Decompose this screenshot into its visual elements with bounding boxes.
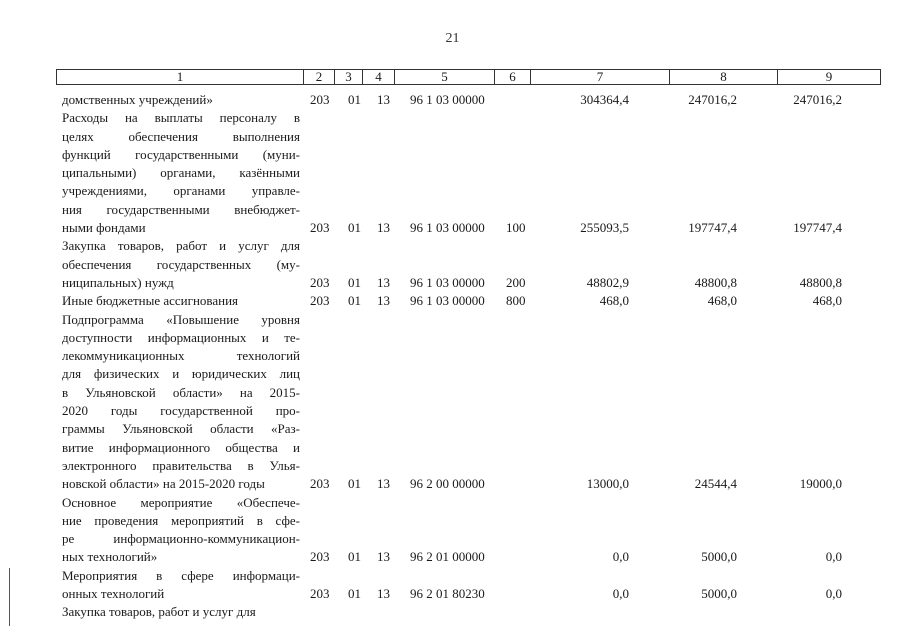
cell-col-4: 13: [377, 586, 390, 602]
cell-col-4: 13: [377, 92, 390, 107]
cell-col-9: 197747,4: [793, 220, 842, 236]
description-line: ниципальных) нужд: [62, 274, 174, 290]
cell-col-9: 19000,0: [799, 476, 842, 492]
cell-col-3: 01: [348, 92, 361, 107]
table-row: [0, 109, 905, 237]
cell-col-9: 247016,2: [793, 92, 842, 107]
table-row: [0, 91, 905, 109]
cell-col-9: 0,0: [825, 549, 842, 565]
cell-col-8: 197747,4: [688, 220, 737, 236]
cell-col-4: 13: [377, 220, 390, 236]
row-description: [62, 91, 300, 109]
cell-col-3: 01: [348, 293, 361, 309]
description-line: граммы Ульяновской области «Раз-: [62, 421, 300, 437]
row-description: [62, 109, 300, 237]
cell-col-3: 01: [348, 476, 361, 492]
cell-col-2: 203: [310, 586, 330, 602]
description-line: функций государственными (муни-: [62, 146, 300, 162]
description-line: в Ульяновской области» на 2015-: [62, 384, 300, 400]
column-header-4: 4: [363, 70, 395, 85]
row-description: [62, 603, 300, 621]
column-header-7: 7: [531, 70, 670, 85]
description-line: домственных учреждений»: [62, 92, 213, 107]
column-header-9: 9: [778, 70, 881, 85]
cell-col-7: 468,0: [599, 293, 629, 309]
row-description: [62, 567, 300, 604]
description-line: ных технологий»: [62, 549, 158, 565]
cell-col-3: 01: [348, 586, 361, 602]
description-line: Основное мероприятие «Обеспече-: [62, 494, 300, 510]
description-line: лекоммуникационных технологий: [62, 348, 300, 364]
description-line: доступности информационных и те-: [62, 329, 300, 345]
cell-col-2: 203: [310, 92, 330, 107]
cell-col-7: 0,0: [612, 549, 629, 565]
cell-col-9: 468,0: [812, 293, 842, 309]
description-line: Расходы на выплаты персоналу в: [62, 110, 300, 126]
description-line: ния государственными внебюджет-: [62, 201, 300, 217]
cell-col-5: 96 2 01 00000: [410, 549, 485, 565]
cell-col-3: 01: [348, 220, 361, 236]
table-row: [0, 311, 905, 494]
row-description: [62, 494, 300, 567]
description-line: обеспечения государственных (му-: [62, 256, 300, 272]
cell-col-2: 203: [310, 274, 330, 290]
table-row: [0, 292, 905, 310]
table-row: [0, 603, 905, 621]
description-line: ние проведения мероприятий в сфе-: [62, 512, 300, 528]
cell-col-7: 48802,9: [586, 274, 629, 290]
page-number: 21: [445, 31, 460, 46]
cell-col-8: 48800,8: [694, 274, 737, 290]
cell-col-7: 0,0: [612, 586, 629, 602]
description-line: целях обеспечения выполнения: [62, 128, 300, 144]
description-line: Закупка товаров, работ и услуг для: [62, 604, 256, 620]
table-row: [0, 237, 905, 292]
column-header-3: 3: [335, 70, 363, 85]
table-header: [56, 69, 881, 85]
cell-col-6: 100: [506, 220, 526, 236]
table-row: [0, 567, 905, 604]
cell-col-2: 203: [310, 549, 330, 565]
cell-col-7: 13000,0: [586, 476, 629, 492]
cell-col-5: 96 2 00 00000: [410, 476, 485, 492]
cell-col-4: 13: [377, 476, 390, 492]
cell-col-2: 203: [310, 220, 330, 236]
cell-col-8: 5000,0: [701, 549, 737, 565]
row-description: [62, 292, 300, 310]
cell-col-9: 48800,8: [799, 274, 842, 290]
description-line: витие информационного общества и: [62, 439, 300, 455]
cell-col-7: 255093,5: [580, 220, 629, 236]
column-header-8: 8: [670, 70, 778, 85]
description-line: Закупка товаров, работ и услуг для: [62, 238, 300, 254]
cell-col-9: 0,0: [825, 586, 842, 602]
column-header-2: 2: [304, 70, 335, 85]
description-line: 2020 годы государственной про-: [62, 403, 300, 419]
cell-col-4: 13: [377, 549, 390, 565]
row-description: [62, 237, 300, 292]
cell-col-5: 96 1 03 00000: [410, 274, 485, 290]
description-line: ре информационно-коммуникацион-: [62, 531, 300, 547]
cell-col-2: 203: [310, 476, 330, 492]
row-description: [62, 311, 300, 494]
description-line: ципальными) органами, казёнными: [62, 165, 300, 181]
cell-col-5: 96 1 03 00000: [410, 220, 485, 236]
cell-col-4: 13: [377, 274, 390, 290]
description-line: Подпрограмма «Повышение уровня: [62, 311, 300, 327]
cell-col-5: 96 2 01 80230: [410, 586, 485, 602]
cell-col-2: 203: [310, 293, 330, 309]
cell-col-4: 13: [377, 293, 390, 309]
description-line: онных технологий: [62, 586, 165, 602]
cell-col-6: 800: [506, 293, 526, 309]
table-row: [0, 494, 905, 567]
cell-col-3: 01: [348, 549, 361, 565]
description-line: электронного правительства в Улья-: [62, 457, 300, 473]
description-line: Мероприятия в сфере информаци-: [62, 567, 300, 583]
cell-col-6: 200: [506, 274, 526, 290]
cell-col-8: 468,0: [707, 293, 737, 309]
column-header-5: 5: [395, 70, 495, 85]
description-line: ными фондами: [62, 220, 146, 236]
description-line: новской области» на 2015-2020 годы: [62, 476, 265, 492]
cell-col-8: 24544,4: [694, 476, 737, 492]
description-line: учреждениями, органами управле-: [62, 183, 300, 199]
column-header-1: 1: [57, 70, 304, 85]
cell-col-5: 96 1 03 00000: [410, 293, 485, 309]
description-line: для физических и юридических лиц: [62, 366, 300, 382]
column-header-6: 6: [495, 70, 531, 85]
cell-col-3: 01: [348, 274, 361, 290]
cell-col-8: 247016,2: [688, 92, 737, 107]
cell-col-8: 5000,0: [701, 586, 737, 602]
cell-col-7: 304364,4: [580, 92, 629, 107]
margin-mark: [9, 568, 10, 626]
cell-col-5: 96 1 03 00000: [410, 92, 485, 107]
description-line: Иные бюджетные ассигнования: [62, 293, 239, 309]
